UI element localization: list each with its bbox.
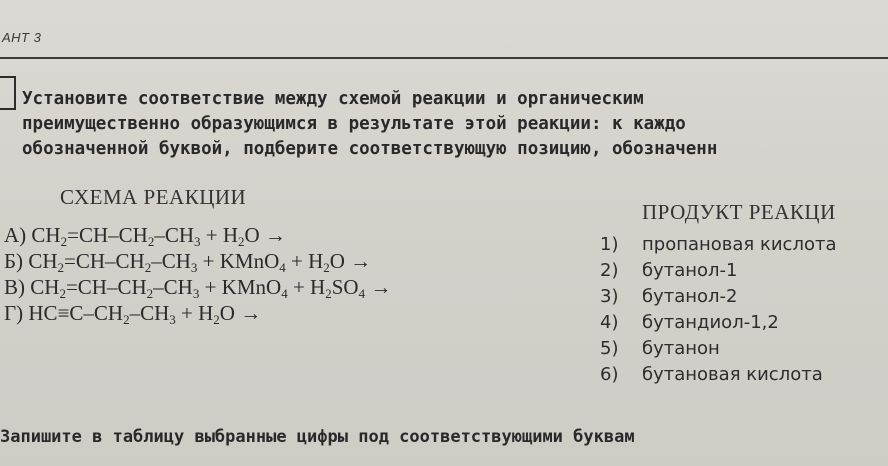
formula-subscript: 2 (60, 234, 68, 249)
question-line-1: Установите соответствие между схемой реакции и органическим (22, 89, 644, 109)
scheme-list (4, 222, 391, 326)
formula-subscript: 4 (358, 286, 366, 301)
scheme-column-header: СХЕМА РЕАКЦИИ (60, 185, 247, 209)
formula-text: –CH (153, 275, 193, 299)
question-text (22, 87, 888, 162)
formula-subscript: 3 (194, 234, 201, 249)
scheme-row (4, 248, 391, 274)
product-column-header: ПРОДУКТ РЕАКЦИ (642, 200, 836, 224)
formula-subscript: 2 (123, 312, 130, 327)
formula-text: + KMnO (199, 275, 282, 299)
scheme-row (4, 300, 391, 326)
scheme-letter: В) (4, 275, 31, 299)
formula-text: O → (329, 249, 372, 273)
task-number-box (0, 76, 16, 110)
formula-subscript: 2 (238, 234, 245, 249)
formula-text: O → (219, 301, 262, 325)
formula-text: –CH (154, 223, 194, 247)
formula-text: =CH–CH (67, 223, 148, 247)
formula-subscript: 2 (147, 234, 155, 249)
formula-text: + H (285, 249, 324, 273)
scheme-letter: А) (4, 223, 32, 247)
question-line-3: обозначенной буквой, подберите соответствующую позицию, обозначенн (22, 139, 718, 159)
formula-text: =CH–CH (65, 275, 147, 299)
formula-text: + H (200, 223, 239, 247)
formula-text: + H (287, 275, 326, 299)
formula-subscript: 2 (57, 260, 64, 275)
formula-subscript: 2 (323, 260, 330, 275)
product-item: 6) бутановая кислота (600, 364, 823, 385)
formula-subscript: 2 (325, 286, 332, 301)
formula-text: CH (28, 249, 58, 273)
formula-text: –CH (129, 301, 170, 325)
product-item: 5) бутанон (600, 338, 720, 359)
formula-text: –CH (151, 249, 191, 273)
formula-text: + KMnO (197, 249, 280, 273)
formula-text: O → (244, 223, 286, 247)
answer-instruction: Запишите в таблицу выбранные цифры под соответствующими буквам (0, 427, 635, 447)
scheme-row (4, 274, 391, 300)
formula-text: CH (31, 223, 61, 247)
question-line-2: преимущественно образующимся в результате этой реакции: к каждо (22, 114, 686, 134)
formula-subscript: 3 (190, 260, 198, 275)
formula-subscript: 2 (146, 286, 154, 301)
formula-text: CH (30, 275, 60, 299)
header-divider (0, 57, 888, 59)
formula-subscript: 2 (213, 312, 220, 327)
formula-text: → (365, 275, 392, 299)
scheme-row (4, 222, 391, 248)
product-list (600, 232, 836, 388)
formula-subscript: 2 (144, 260, 152, 275)
product-item: 4) бутандиол-1,2 (600, 312, 779, 333)
formula-text: + H (175, 301, 214, 325)
product-item: 1) пропановая кислота (600, 234, 837, 255)
scheme-letter: Г) (4, 301, 29, 325)
product-item: 2) бутанол-1 (600, 260, 738, 281)
formula-subscript: 3 (192, 286, 200, 301)
formula-subscript: 4 (279, 260, 286, 275)
formula-subscript: 3 (169, 312, 176, 327)
formula-subscript: 4 (281, 286, 288, 301)
formula-text: SO (331, 275, 359, 299)
scheme-letter: Б) (4, 249, 29, 273)
formula-subscript: 2 (59, 286, 66, 301)
variant-label: АНТ 3 (2, 30, 42, 45)
product-item: 3) бутанол-2 (600, 286, 738, 307)
formula-text: =CH–CH (64, 249, 145, 273)
formula-text: HC≡C–CH (28, 301, 124, 325)
